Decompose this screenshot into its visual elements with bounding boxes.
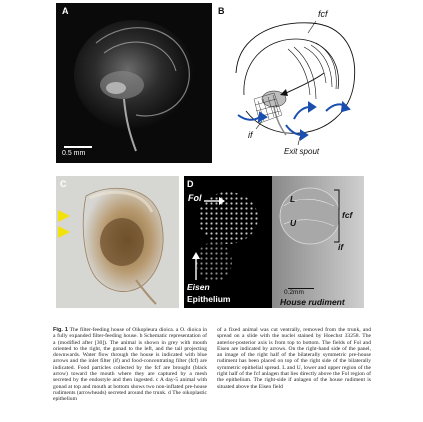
panel-d-fcf-label: fcf bbox=[342, 210, 353, 220]
panel-d-letter: D bbox=[187, 179, 194, 189]
panel-d-house-label: House rudiment bbox=[280, 297, 345, 307]
day5-animal-image bbox=[56, 176, 179, 308]
panel-a-letter: A bbox=[62, 6, 69, 16]
panel-d-fol-label: Fol bbox=[188, 193, 202, 203]
panel-d-eisen-label: Eisen bbox=[187, 282, 210, 292]
panel-b-letter: B bbox=[218, 6, 225, 16]
panel-d-scale-label: 0.2mm bbox=[284, 289, 304, 296]
panel-a-scale-label: 0.5 mm bbox=[62, 150, 86, 157]
panel-b-fcf-label: fcf bbox=[318, 9, 328, 19]
house-schematic-drawing bbox=[216, 3, 366, 167]
caption-figure-number: Fig. 1 bbox=[53, 327, 68, 333]
panel-d-epithelium-label: Epithelium bbox=[187, 294, 231, 304]
eisen-arrow-icon bbox=[190, 252, 202, 282]
panel-b-schematic bbox=[216, 3, 366, 167]
panel-b-exit-label: Exit spout bbox=[284, 147, 320, 156]
panel-d-if-label: if bbox=[338, 242, 344, 252]
caption-left-column bbox=[53, 327, 207, 403]
fol-arrow-icon bbox=[202, 194, 226, 208]
panel-c-letter: C bbox=[60, 179, 67, 189]
arrowheads-icon bbox=[58, 210, 72, 242]
panel-c-micrograph bbox=[56, 176, 179, 308]
caption-right-text: of a fixed animal was cut ventrally, removed from the trunk, and spread on a slide with the nuclei stained by Hoechst 33258. The anterior-posterior axis is from top to bottom. The fields of Fol and Eisen are indicated by arrows. On the right-hand side of the panel, an image of the right half of the bilaterally symmetric pre-house rudiment has been placed on top of the right side of the bilaterally symmetric epithelial spread. L and U, lower and upper region of the right half of the fcf anlagen that lies directly above the Fol region of the epithelium. The right-side if anlagen of the house rudiment is situated above the Eisen field bbox=[217, 327, 371, 390]
panel-a-micrograph bbox=[56, 3, 212, 163]
caption-right-column bbox=[217, 327, 371, 390]
panel-d-L-label: L bbox=[290, 194, 296, 204]
panel-b-if-label: if bbox=[248, 130, 253, 140]
panel-a-scalebar bbox=[64, 146, 92, 148]
house-body-image bbox=[56, 3, 212, 163]
caption-left-text: The filter-feeding house of Oikopleura dioica. a O. dioica in a fully expanded filter-feeding house. b Schematic representation of a (modified after [30]). The animal is shown in grey with mouth oriented to the right, the gonad to the left, and the tail projecting downwards. Water flow through the house is indicated with blue arrows and the inlet filter (if) and food-concentrating filter (fcf) are indicated. Food particles collected by the fcf are brought (black arrow) toward the mouth where they are captured by a mesh secreted by the endostyle and then ingested. c A day-5 animal with gonad at top and mouth at bottom shows two non-inflated pre-house rudiments (arrowheads) secreted around the trunk. d The oikoplastic epithelium bbox=[53, 327, 207, 403]
panel-d-U-label: U bbox=[290, 218, 297, 228]
panel-d-micrograph bbox=[184, 176, 364, 308]
